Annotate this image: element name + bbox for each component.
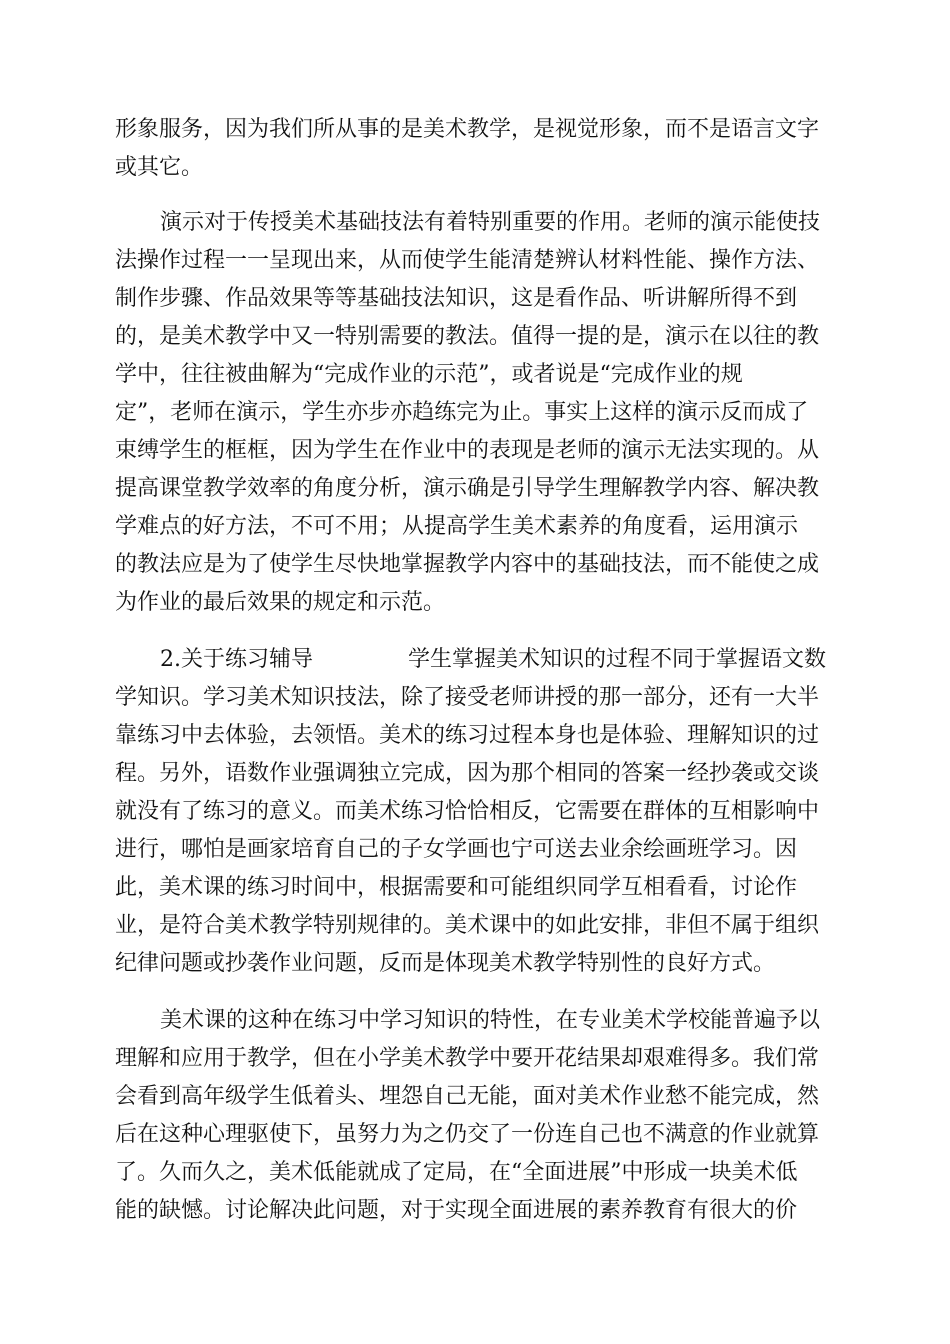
line-text: 靠练习中去体验，去领悟。美术的练习过程本身也是体验、理解知识的过 [115,723,820,748]
line-text: 学生掌握美术知识的过程不同于掌握语文数 [408,647,827,672]
line-text: 法操作过程一一呈现出来，从而使学生能清楚辨认材料性能、操作方法、 [115,248,820,273]
line-text: 学中，往往被曲解为“完成作业的示范”，或者说是“完成作业的规 [115,362,743,387]
line-text: 纪律问题或抄袭作业问题，反而是体现美术教学特别性的良好方式。 [115,951,776,976]
text-line [0,642,950,678]
text-line [0,794,950,830]
line-text: 能的缺憾。讨论解决此问题，对于实现全面进展的素养教育有很大的价 [115,1198,798,1223]
text-line [0,395,950,431]
line-text: 就没有了练习的意义。而美术练习恰恰相反，它需要在群体的互相影响中 [115,799,820,824]
text-line [0,205,950,241]
text-line [0,281,950,317]
text-line [0,319,950,355]
text-line [0,946,950,982]
line-text: 进行，哪怕是画家培育自己的子女学画也宁可送去业余绘画班学习。因 [115,837,798,862]
line-text: 后在这种心理驱使下，虽努力为之仍交了一份连自己也不满意的作业就算 [115,1122,820,1147]
line-text: 此，美术课的练习时间中，根据需要和可能组织同学互相看看，讨论作 [115,875,798,900]
line-text: 定”，老师在演示，学生亦步亦趋练完为止。事实上这样的演示反而成了 [115,400,809,425]
text-line [0,433,950,469]
line-text: 程。另外，语数作业强调独立完成，因为那个相同的答案一经抄袭或交谈 [115,761,820,786]
line-text: 的教法应是为了使学生尽快地掌握教学内容中的基础技法，而不能使之成 [115,552,820,577]
line-text: 演示对于传授美术基础技法有着特别重要的作用。老师的演示能使技 [160,210,821,235]
line-text: 了。久而久之，美术低能就成了定局，在“全面进展”中形成一块美术低 [115,1160,798,1185]
text-line [0,870,950,906]
text-line [0,680,950,716]
text-line [0,509,950,545]
text-line [0,1079,950,1115]
line-text: 制作步骤、作品效果等等基础技法知识，这是看作品、听讲解所得不到 [115,286,798,311]
line-text: 学知识。学习美术知识技法，除了接受老师讲授的那一部分，还有一大半 [115,685,820,710]
line-text: 形象服务，因为我们所从事的是美术教学，是视觉形象，而不是语言文字 [115,117,820,142]
text-line [0,1155,950,1191]
text-line [0,357,950,393]
section-heading: 2.关于练习辅导 [160,647,313,672]
text-line [0,756,950,792]
text-line [0,585,950,621]
line-text: 会看到高年级学生低着头、埋怨自己无能，面对美术作业愁不能完成，然 [115,1084,820,1109]
line-text: 提高课堂教学效率的角度分析，演示确是引导学生理解教学内容、解决教 [115,476,820,501]
line-text-continued: 从提高学生美术素养的角度看，运用演示 [402,514,799,539]
text-line [0,1041,950,1077]
text-line [0,832,950,868]
line-text: 为作业的最后效果的规定和示范。 [115,590,446,615]
text-line [0,1117,950,1153]
line-text: 学难点的好方法，不可不用； [115,514,402,539]
line-text: 或其它。 [115,155,204,180]
text-line [0,1003,950,1039]
text-line [0,718,950,754]
text-line [0,150,950,186]
text-line [0,1193,950,1229]
text-line [0,471,950,507]
line-text: 理解和应用于教学，但在小学美术教学中要开花结果却艰难得多。我们常 [115,1046,820,1071]
line-text: 束缚学生的框框，因为学生在作业中的表现是老师的演示无法实现的。从 [115,438,820,463]
line-text: 的，是美术教学中又一特别需要的教法。值得一提的是，演示在以往的教 [115,324,820,349]
line-text: 美术课的这种在练习中学习知识的特性，在专业美术学校能普遍予以 [160,1008,821,1033]
line-text: 业，是符合美术教学特别规律的。美术课中的如此安排，非但不属于组织 [115,913,820,938]
text-line [0,243,950,279]
text-line [0,547,950,583]
text-line [0,112,950,148]
text-line [0,908,950,944]
